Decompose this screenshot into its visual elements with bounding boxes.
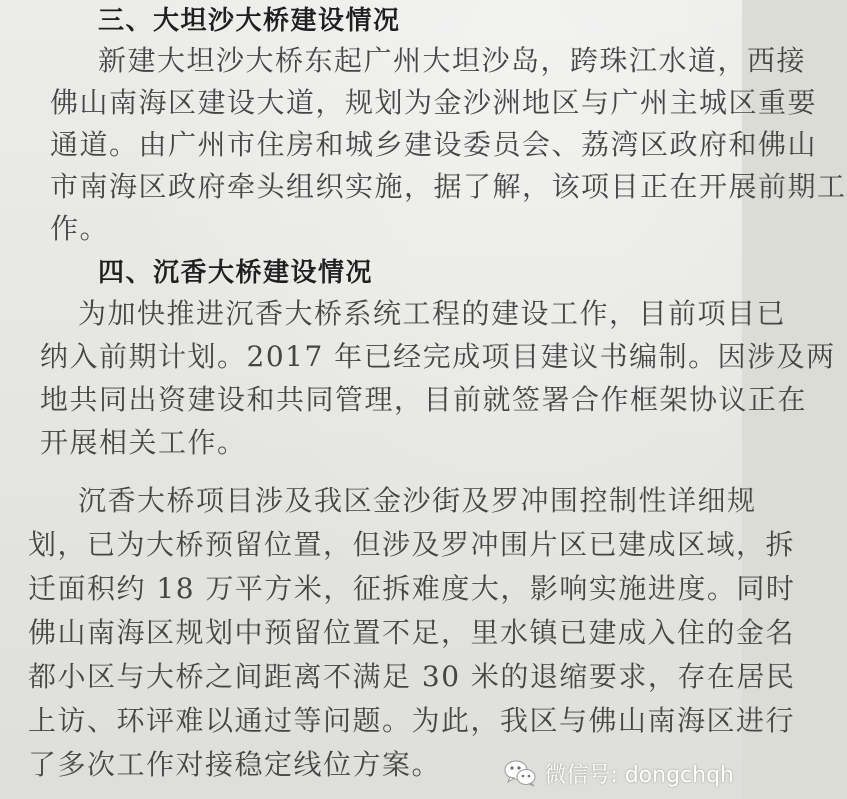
section-4-para-2-line-7: 了多次工作对接稳定线位方案。	[28, 748, 442, 781]
section-4-para-2-line-3: 迁面积约 18 万平方米，征拆难度大，影响实施进度。同时	[28, 572, 796, 605]
section-4-para-2-line-1: 沉香大桥项目涉及我区金沙街及罗冲围控制性详细规	[78, 484, 757, 517]
section-3-line-4: 市南海区政府牵头组织实施，据了解，该项目正在开展前期工	[50, 170, 847, 203]
section-4-heading: 四、沉香大桥建设情况	[98, 258, 374, 288]
watermark	[504, 755, 734, 791]
section-4-para-2-line-5: 都小区与大桥之间距离不满足 30 米的退缩要求，存在居民	[28, 660, 796, 693]
watermark-text: 微信号: dongchqh	[544, 762, 734, 788]
section-4-para-1-line-4: 开展相关工作。	[40, 426, 247, 459]
section-4-para-1-line-3: 地共同出资建设和共同管理，目前就签署合作框架协议正在	[40, 383, 808, 416]
section-3-line-1: 新建大坦沙大桥东起广州大坦沙岛，跨珠江水道，西接	[98, 44, 807, 77]
section-4-para-2-line-4: 佛山南海区规划中预留位置不足，里水镇已建成入住的金名	[28, 616, 796, 649]
section-3-line-5: 作。	[50, 212, 110, 245]
section-4-para-1-line-2: 纳入前期计划。2017 年已经完成项目建议书编制。因涉及两	[40, 340, 836, 373]
section-3-line-3: 通道。由广州市住房和城乡建设委员会、荔湾区政府和佛山	[50, 128, 818, 161]
wechat-icon	[504, 759, 536, 787]
section-3-heading: 三、大坦沙大桥建设情况	[98, 6, 401, 36]
section-4-para-1-line-1: 为加快推进沉香大桥系统工程的建设工作，目前项目已	[78, 297, 787, 330]
section-3-line-2: 佛山南海区建设大道，规划为金沙洲地区与广州主城区重要	[50, 86, 818, 119]
section-4-para-2-line-6: 上访、环评难以通过等问题。为此，我区与佛山南海区进行	[28, 704, 796, 737]
section-4-para-2-line-2: 划，已为大桥预留位置，但涉及罗冲围片区已建成区域，拆	[28, 528, 796, 561]
